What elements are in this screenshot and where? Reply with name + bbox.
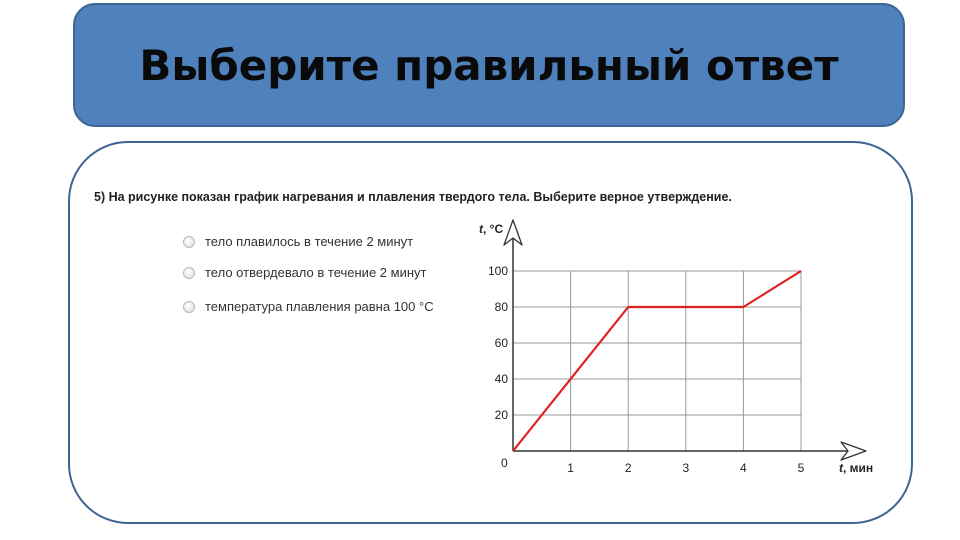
x-tick-label: 3 [682, 461, 690, 475]
answer-option-2-label: тело отвердевало в течение 2 минут [205, 265, 427, 280]
chart-series [513, 271, 801, 451]
y-tick-label: 20 [494, 408, 508, 422]
x-tick-label: 5 [797, 461, 805, 475]
chart-axes [504, 220, 866, 460]
y-tick-label: 40 [494, 372, 508, 386]
slide-title: Выберите правильный ответ [139, 40, 839, 90]
chart-tick-labels [488, 264, 805, 475]
y-axis-title [479, 222, 503, 236]
y-tick-label: 80 [494, 300, 508, 314]
y-axis-variable: t [479, 222, 483, 236]
question-text: 5) На рисунке показан график нагревания и плавления твердого тела. Выберите верное утверждение. [94, 190, 732, 204]
origin-label: 0 [501, 456, 508, 470]
x-axis-unit: , мин [843, 461, 874, 475]
answer-option-1-label: тело плавилось в течение 2 минут [205, 234, 414, 249]
x-tick-label: 2 [624, 461, 632, 475]
x-tick-label: 1 [567, 461, 574, 475]
y-axis-unit: , °С [483, 222, 504, 236]
answer-option-3-label: температура плавления равна 100 °С [205, 299, 434, 314]
temperature-series-line [513, 271, 801, 451]
x-tick-label: 4 [740, 461, 747, 475]
y-tick-label: 100 [487, 264, 508, 278]
y-tick-label: 60 [494, 336, 508, 350]
x-axis-title [839, 461, 873, 475]
x-axis-variable: t [839, 461, 843, 475]
